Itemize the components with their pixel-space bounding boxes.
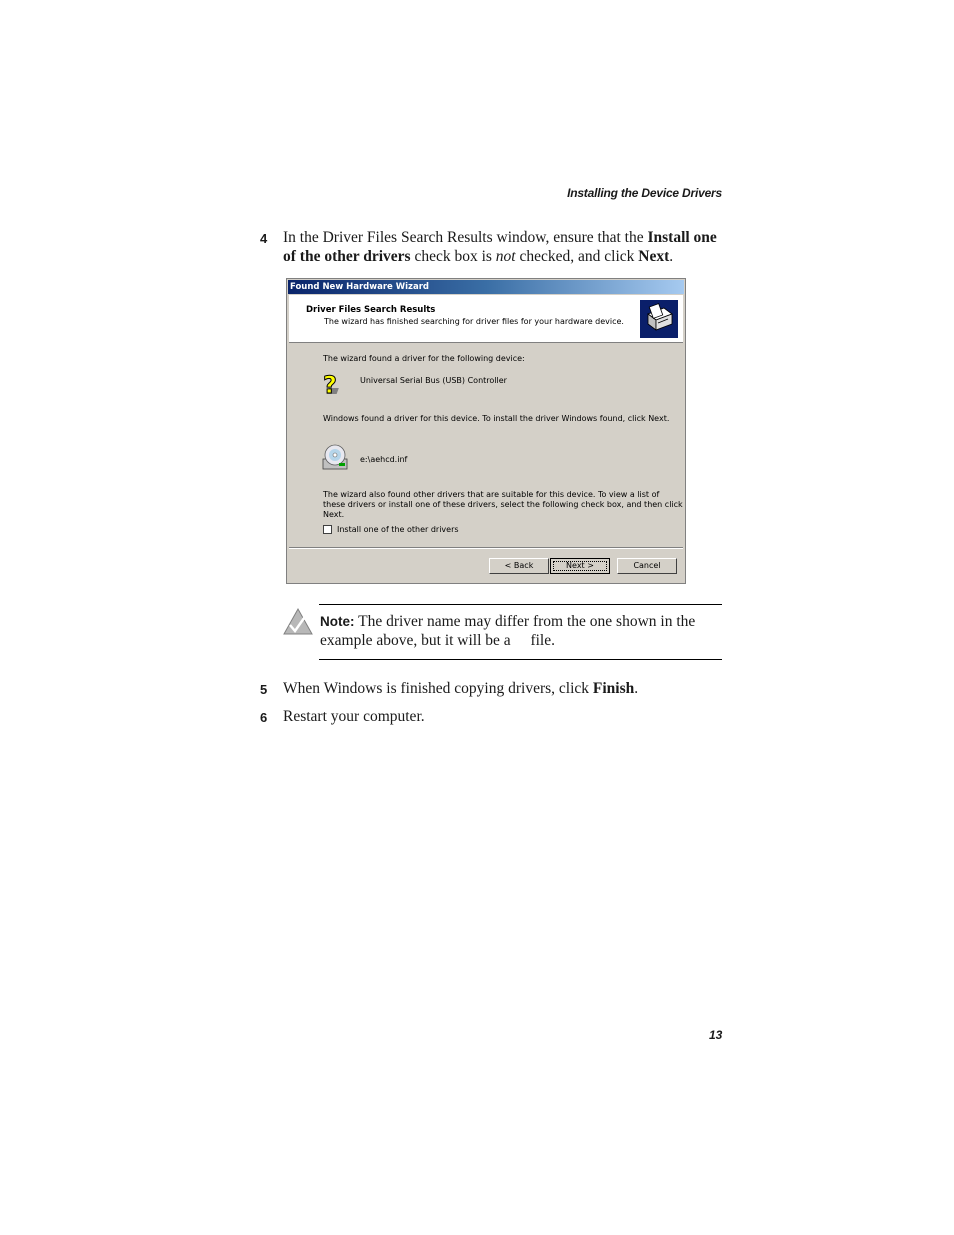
other-drivers-text-line-1: The wizard also found other drivers that are suitable for this device. To view a list of [323, 490, 660, 499]
driver-file-path: e:\aehcd.inf [360, 455, 408, 464]
page-number: 13 [709, 1028, 723, 1042]
checkbox-label: Install one of the other drivers [337, 525, 459, 534]
hardware-wizard-icon [640, 300, 678, 338]
step-5-text [283, 680, 723, 699]
svg-text:?: ? [323, 371, 337, 399]
note-body: The driver name may differ from the one shown in the example above, but it will be a [320, 613, 696, 649]
note-top-rule [319, 604, 722, 605]
step-4-emphasis: not [495, 247, 516, 265]
note-bottom-rule [319, 659, 722, 660]
note-body-end: file. [526, 632, 555, 649]
step-4-next: Next [638, 247, 670, 265]
note-label: Note: [320, 614, 355, 629]
step-4-text [283, 229, 723, 266]
step-4-install-option: Install one of the other drivers [283, 229, 717, 265]
back-button[interactable]: < Back [489, 558, 549, 574]
found-new-hardware-wizard [286, 278, 686, 584]
cancel-button[interactable]: Cancel [617, 558, 677, 574]
wizard-header [289, 295, 683, 343]
windows-found-text: Windows found a driver for this device. To install the driver Windows found, click Next. [323, 414, 670, 423]
wizard-heading: Driver Files Search Results [306, 305, 436, 315]
window-title: Found New Hardware Wizard [288, 280, 684, 294]
note-pencil-icon [283, 605, 313, 635]
step-4-part: checked, and click [515, 247, 639, 265]
found-driver-text: The wizard found a driver for the following device: [323, 354, 525, 363]
note-text [320, 612, 722, 650]
next-button[interactable]: Next > [550, 558, 610, 574]
device-name: Universal Serial Bus (USB) Controller [360, 376, 507, 385]
step-6-text: Restart your computer. [283, 708, 425, 725]
running-header: Installing the Device Drivers [567, 186, 722, 200]
install-other-drivers-checkbox[interactable] [323, 525, 332, 534]
cd-driver-icon [321, 443, 349, 473]
step-number-6: 6 [260, 710, 268, 725]
step-number-5: 5 [260, 682, 268, 697]
step-5-finish: Finish [592, 680, 635, 697]
step-4-part: check box is [410, 247, 496, 265]
question-icon [321, 371, 347, 401]
other-drivers-text-line-2: these drivers or install one of these drivers, select the following check box, and then click [323, 500, 683, 509]
step-5-part: . [634, 680, 639, 697]
step-5-part: When Windows is finished copying drivers, click [283, 680, 593, 697]
other-drivers-text-line-3: Next. [323, 510, 345, 519]
button-separator [289, 547, 683, 549]
wizard-subheading: The wizard has finished searching for driver files for your hardware device. [324, 317, 624, 326]
step-4-part: In the Driver Files Search Results window, ensure that the [283, 229, 648, 246]
step-4-part: . [669, 247, 674, 265]
step-number-4: 4 [260, 231, 268, 246]
